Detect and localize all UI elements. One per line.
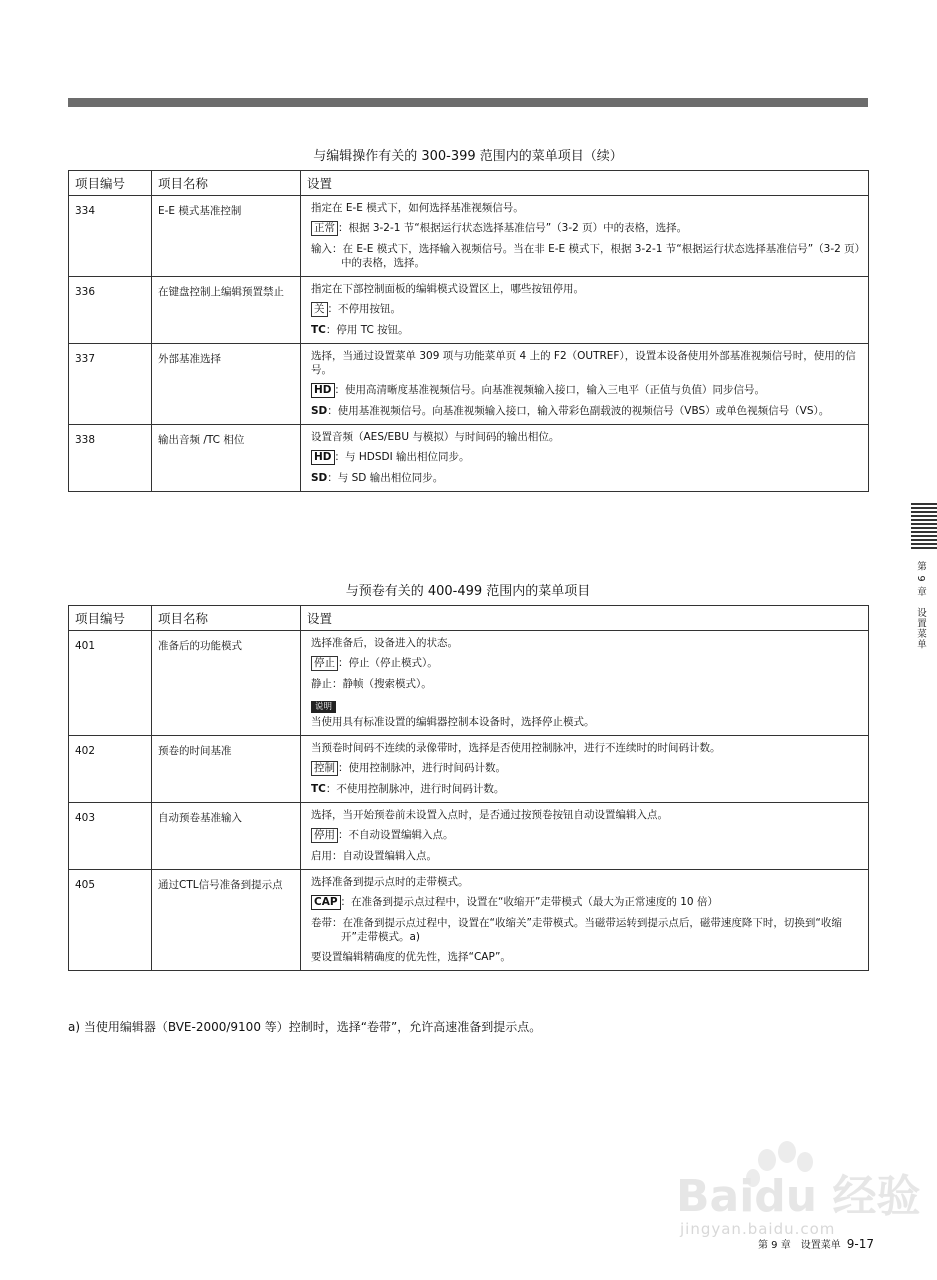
- setting-desc: 设置音频（AES/EBU 与模拟）与时间码的输出相位。: [311, 431, 560, 443]
- item-number: 402: [69, 736, 152, 803]
- page-folio: [758, 1236, 874, 1251]
- header-setting: 设置: [301, 606, 869, 631]
- item-setting: [301, 277, 869, 344]
- default-tag: 停止: [311, 656, 338, 671]
- item-number: 338: [69, 425, 152, 492]
- item-setting: [301, 344, 869, 425]
- header-item-name: 项目名称: [152, 606, 301, 631]
- table-header-row: [69, 606, 869, 631]
- setting-desc: 选择准备后，设备进入的状态。: [311, 637, 458, 649]
- table-row: [69, 425, 869, 492]
- item-name: 准备后的功能模式: [152, 631, 301, 736]
- table-row: [69, 344, 869, 425]
- option-tag: TC: [311, 783, 326, 795]
- setting-note: 要设置编辑精确度的优先性，选择“CAP”。: [311, 951, 511, 963]
- item-setting: [301, 631, 869, 736]
- table-row: [69, 196, 869, 277]
- item-number: 336: [69, 277, 152, 344]
- item-name: 在键盘控制上编辑预置禁止: [152, 277, 301, 344]
- setting-desc: 指定在 E-E 模式下，如何选择基准视频信号。: [311, 202, 524, 214]
- default-tag: HD: [311, 383, 335, 398]
- side-tab-label: 第 9 章 设置菜单: [915, 561, 926, 650]
- option-tag: SD: [311, 472, 328, 484]
- menu-table-400-499: [68, 605, 869, 971]
- option-tag: TC: [311, 324, 326, 336]
- default-tag: HD: [311, 450, 335, 465]
- footnote: a) 当使用编辑器（BVE-2000/9100 等）控制时，选择“卷带”，允许高速准备到提示点。: [68, 1020, 542, 1034]
- option-text: 卷带：在准备到提示点过程中，设置在“收缩关”走带模式。当磁带运转到提示点后，磁带速度降下时，切换到“收缩开”走带模式。a): [311, 917, 842, 943]
- header-item-name: 项目名称: [152, 171, 301, 196]
- table-header-row: [69, 171, 869, 196]
- item-setting: [301, 870, 869, 971]
- item-name: 通过CTL信号准备到提示点: [152, 870, 301, 971]
- setting-desc: 选择，当开始预卷前未设置入点时，是否通过按预卷按钮自动设置编辑入点。: [311, 809, 668, 821]
- setting-desc: 选择准备到提示点时的走带模式。: [311, 876, 469, 888]
- item-number: 401: [69, 631, 152, 736]
- option-text: 启用：自动设置编辑入点。: [311, 850, 437, 862]
- table-row: [69, 277, 869, 344]
- option-text: ：使用高清晰度基准视频信号。向基准视频输入接口，输入三电平（正值与负值）同步信号。: [334, 384, 766, 396]
- watermark-url: jingyan.baidu.com: [680, 1220, 836, 1238]
- table-row: [69, 870, 869, 971]
- item-number: 403: [69, 803, 152, 870]
- note-text: 当使用具有标准设置的编辑器控制本设备时，选择停止模式。: [311, 716, 595, 728]
- item-name: 外部基准选择: [152, 344, 301, 425]
- option-text: ：不使用控制脉冲，进行时间码计数。: [325, 783, 505, 795]
- option-text: ：停用 TC 按钮。: [325, 324, 409, 336]
- option-text: ：使用基准视频信号。向基准视频输入接口，输入带彩色副载波的视频信号（VBS）或单色视频信号（VS）。: [327, 405, 830, 417]
- option-text: ：在准备到提示点过程中，设置在“收缩开”走带模式（最大为正常速度的 10 倍）: [340, 896, 718, 908]
- option-tag: SD: [311, 405, 328, 417]
- chapter-side-tab: [911, 503, 937, 650]
- option-text: ：与 SD 输出相位同步。: [327, 472, 444, 484]
- top-rule: [68, 98, 868, 107]
- table-row: [69, 803, 869, 870]
- item-number: 334: [69, 196, 152, 277]
- default-tag: 关: [311, 302, 328, 317]
- header-setting: 设置: [301, 171, 869, 196]
- item-setting: [301, 803, 869, 870]
- item-number: 337: [69, 344, 152, 425]
- item-name: 预卷的时间基准: [152, 736, 301, 803]
- option-text: 输入：在 E-E 模式下，选择输入视频信号。当在非 E-E 模式下，根据 3-2-1 节“根据运行状态选择基准信号”（3-2 页）中的表格，选择。: [311, 243, 860, 269]
- option-text: ：根据 3-2-1 节“根据运行状态选择基准信号”（3-2 页）中的表格，选择。: [338, 222, 688, 234]
- option-text: ：停止（停止模式）。: [338, 657, 438, 669]
- note-badge: 说明: [311, 701, 336, 713]
- item-number: 405: [69, 870, 152, 971]
- setting-desc: 指定在下部控制面板的编辑模式设置区上，哪些按钮停用。: [311, 283, 584, 295]
- item-setting: [301, 736, 869, 803]
- option-text: ：不停用按钮。: [327, 303, 401, 315]
- item-setting: [301, 425, 869, 492]
- default-tag: 停用: [311, 828, 338, 843]
- item-setting: [301, 196, 869, 277]
- setting-desc: 当预卷时间码不连续的录像带时，选择是否使用控制脉冲，进行不连续时的时间码计数。: [311, 742, 721, 754]
- header-item-number: 项目编号: [69, 606, 152, 631]
- item-name: 自动预卷基准输入: [152, 803, 301, 870]
- item-name: E-E 模式基准控制: [152, 196, 301, 277]
- option-text: 静止：静帧（搜索模式）。: [311, 678, 432, 690]
- table2-caption: 与预卷有关的 400-499 范围内的菜单项目: [345, 584, 591, 599]
- setting-desc: 选择，当通过设置菜单 309 项与功能菜单页 4 上的 F2（OUTREF），设置本设备使用外部基准视频信号时，使用的信号。: [311, 350, 856, 376]
- default-tag: 正常: [311, 221, 338, 236]
- table1-caption: 与编辑操作有关的 300-399 范围内的菜单项目（续）: [313, 149, 623, 164]
- option-text: ：使用控制脉冲，进行时间码计数。: [338, 762, 506, 774]
- option-text: ：不自动设置编辑入点。: [338, 829, 454, 841]
- tab-stripes: [911, 503, 937, 551]
- default-tag: 控制: [311, 761, 338, 776]
- folio-chapter: 第 9 章 设置菜单: [758, 1240, 841, 1251]
- default-tag: CAP: [311, 895, 341, 910]
- menu-table-300-399: [68, 170, 869, 492]
- header-item-number: 项目编号: [69, 171, 152, 196]
- watermark-logo: Baidu 经验: [676, 1171, 921, 1222]
- option-text: ：与 HDSDI 输出相位同步。: [334, 451, 470, 463]
- table-row: [69, 631, 869, 736]
- item-name: 输出音频 /TC 相位: [152, 425, 301, 492]
- page-number: 9-17: [846, 1237, 874, 1251]
- table-row: [69, 736, 869, 803]
